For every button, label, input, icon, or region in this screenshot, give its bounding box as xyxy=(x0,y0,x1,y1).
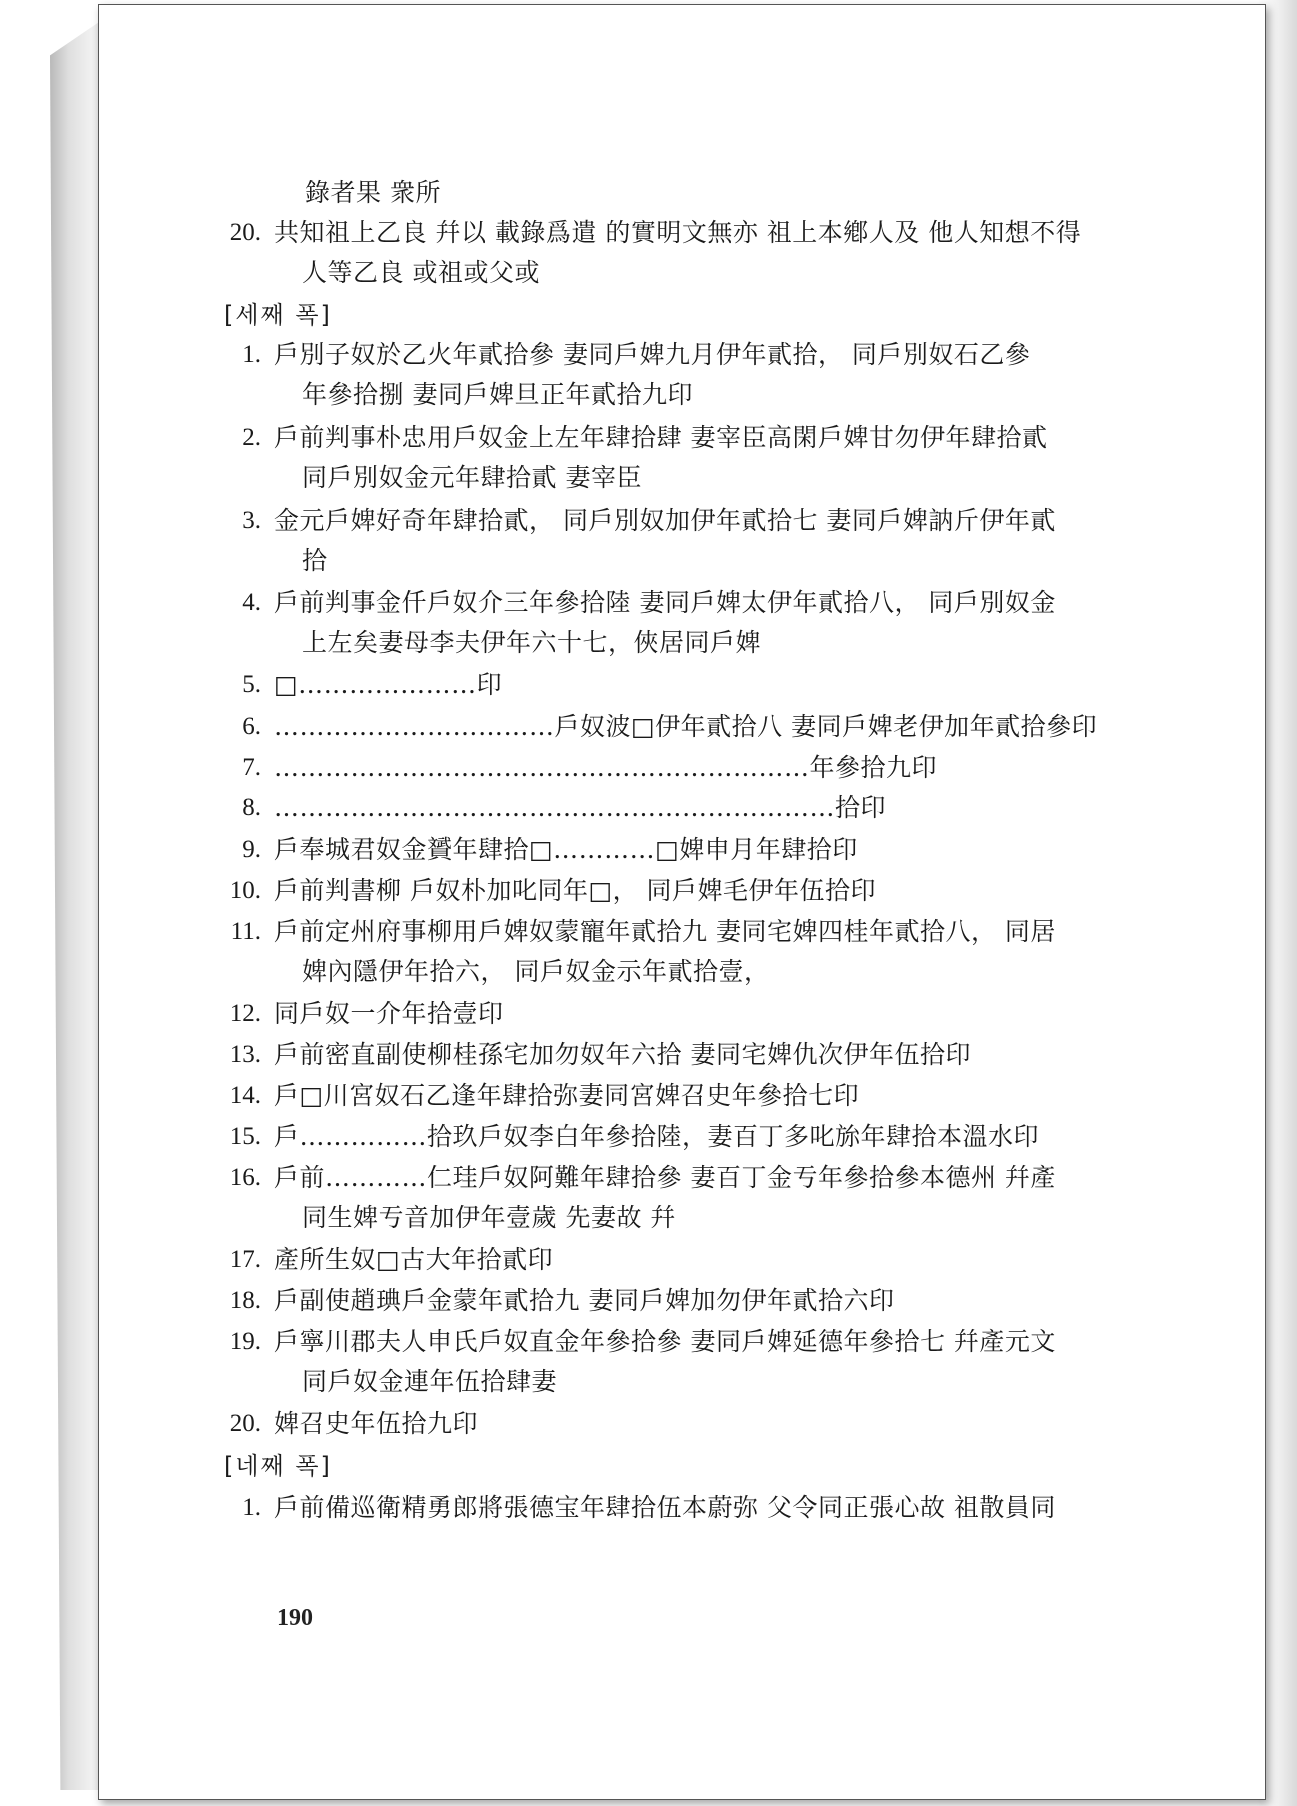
text-line xyxy=(99,912,1265,952)
line-text: 同戶奴一介年拾壹印 xyxy=(274,999,504,1028)
line-text: 戶前判事金仟戶奴介三年參拾陸 妻同戶婢太伊年貳拾八， 同戶別奴金 xyxy=(274,588,1056,617)
text-line xyxy=(99,1076,1265,1116)
line-number: 4. xyxy=(242,589,261,616)
line-number: 12. xyxy=(229,1000,261,1027)
document-page xyxy=(98,4,1266,1800)
page-number: 190 xyxy=(277,1605,313,1631)
line-text: 戶奉城君奴金贇年肆拾□…………□婢申月年肆拾印 xyxy=(274,835,858,864)
text-line xyxy=(99,871,1265,911)
line-number: 19. xyxy=(229,1328,261,1355)
line-text: ………………………………………………………年參拾九印 xyxy=(274,753,938,782)
text-line xyxy=(99,501,1265,541)
line-number: 20. xyxy=(229,1410,261,1437)
line-text: 人等乙良 或祖或父或 xyxy=(302,258,540,287)
line-text: 共知祖上乙良 幷以 載錄爲遣 的實明文無亦 祖上本鄕人及 他人知想不得 xyxy=(274,218,1082,247)
line-text: 錄者果 衆所 xyxy=(305,178,441,207)
line-text: 戶前備巡衛精勇郎將張德宝年肆拾伍本蔚弥 父令同正張心故 祖散員同 xyxy=(274,1493,1056,1522)
line-text: 年參拾捌 妻同戶婢旦正年貳拾九印 xyxy=(302,380,693,409)
text-line xyxy=(99,1281,1265,1321)
section-label: [네째 폭] xyxy=(224,1452,332,1480)
text-line xyxy=(99,173,1265,213)
line-number: 1. xyxy=(242,341,261,368)
text-line xyxy=(99,418,1265,458)
line-number: 8. xyxy=(242,794,261,821)
line-number: 2. xyxy=(242,424,261,451)
text-line xyxy=(99,788,1265,828)
line-text: …………………………………………………………拾印 xyxy=(274,793,887,822)
line-number: 15. xyxy=(229,1123,261,1150)
line-number: 7. xyxy=(242,754,261,781)
line-text: 戶前判書柳 戶奴朴加叱同年□， 同戶婢毛伊年伍拾印 xyxy=(274,876,877,905)
line-text: □…………………印 xyxy=(274,670,503,699)
text-line xyxy=(99,1035,1265,1075)
line-number: 16. xyxy=(229,1164,261,1191)
line-number: 17. xyxy=(229,1246,261,1273)
text-line xyxy=(99,1488,1265,1528)
line-number: 11. xyxy=(230,918,261,945)
text-line xyxy=(99,541,1265,581)
line-number: 14. xyxy=(229,1082,261,1109)
line-number: 5. xyxy=(242,671,261,698)
line-text: 戶前密直副使柳桂孫宅加勿奴年六拾 妻同宅婢仇次伊年伍拾印 xyxy=(274,1040,971,1069)
text-line xyxy=(99,375,1265,415)
line-number: 20. xyxy=(229,219,261,246)
text-line xyxy=(99,707,1265,747)
text-line xyxy=(99,623,1265,663)
line-text: 婢召史年伍拾九印 xyxy=(274,1409,479,1438)
line-text: 戶……………拾玖戶奴李白年參拾陸，妻百丁多叱旀年肆拾本溫水印 xyxy=(274,1122,1040,1151)
line-text: 同戶別奴金元年肆拾貳 妻宰臣 xyxy=(302,463,642,492)
line-text: 婢內隱伊年拾六， 同戶奴金示年貳拾壹， xyxy=(302,957,770,986)
line-text: 戶前…………仁珪戶奴阿難年肆拾參 妻百丁金亐年參拾參本德州 幷產 xyxy=(274,1163,1056,1192)
text-line xyxy=(99,1362,1265,1402)
section-label: [세째 폭] xyxy=(224,301,332,329)
line-text: 戶別子奴於乙火年貳拾參 妻同戶婢九月伊年貳拾， 同戶別奴石乙參 xyxy=(274,340,1031,369)
line-text: 拾 xyxy=(302,546,328,575)
text-line xyxy=(99,830,1265,870)
line-text: 戶前判事朴忠用戶奴金上左年肆拾肆 妻宰臣高閑戶婢甘勿伊年肆拾貳 xyxy=(274,423,1048,452)
line-number: 3. xyxy=(242,507,261,534)
text-line xyxy=(99,1240,1265,1280)
line-text: 上左矣妻母李夫伊年六十七，俠居同戶婢 xyxy=(302,628,762,657)
text-line xyxy=(99,748,1265,788)
text-line xyxy=(99,1322,1265,1362)
text-line xyxy=(99,665,1265,705)
page-stack-edge xyxy=(50,20,102,1790)
text-line xyxy=(99,1404,1265,1444)
text-line xyxy=(99,213,1265,253)
section-heading xyxy=(99,1446,1265,1486)
line-text: 產所生奴□古大年拾貳印 xyxy=(274,1245,554,1274)
text-line xyxy=(99,952,1265,992)
section-heading xyxy=(99,295,1265,335)
line-text: 戶副使趙琠戶金蒙年貳拾九 妻同戶婢加勿伊年貳拾六印 xyxy=(274,1286,895,1315)
text-line xyxy=(99,1158,1265,1198)
line-number: 13. xyxy=(229,1041,261,1068)
line-number: 9. xyxy=(242,836,261,863)
text-line xyxy=(99,458,1265,498)
text-line xyxy=(99,1198,1265,1238)
line-text: 戶□川宮奴石乙逢年肆拾弥妻同宮婢召史年參拾七印 xyxy=(274,1081,860,1110)
text-line xyxy=(99,994,1265,1034)
line-text: 同戶奴金連年伍拾肆妻 xyxy=(302,1367,558,1396)
text-line xyxy=(99,1117,1265,1157)
text-line xyxy=(99,583,1265,623)
line-text: 金元戶婢好奇年肆拾貳， 同戶別奴加伊年貳拾七 妻同戶婢訥斤伊年貳 xyxy=(274,506,1056,535)
line-number: 6. xyxy=(242,713,261,740)
line-text: 戶寧川郡夫人申氏戶奴直金年參拾參 妻同戶婢延德年參拾七 幷產元文 xyxy=(274,1327,1056,1356)
line-text: 戶前定州府事柳用戶婢奴蒙寵年貳拾九 妻同宅婢四桂年貳拾八， 同居 xyxy=(274,917,1056,946)
line-text: 同生婢亐音加伊年壹歲 先妻故 幷 xyxy=(302,1203,676,1232)
text-line xyxy=(99,335,1265,375)
line-number: 1. xyxy=(242,1494,261,1521)
line-text: ……………………………戶奴波□伊年貳拾八 妻同戶婢老伊加年貳拾參印 xyxy=(274,712,1098,741)
text-line xyxy=(99,253,1265,293)
line-number: 18. xyxy=(229,1287,261,1314)
line-number: 10. xyxy=(229,877,261,904)
